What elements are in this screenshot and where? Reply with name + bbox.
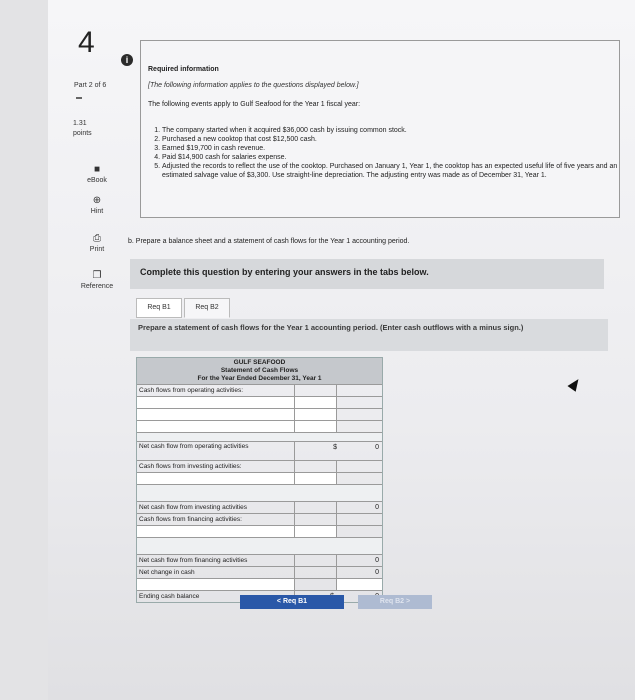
company-name: GULF SEAFOOD: [233, 359, 286, 366]
net-change-label: Net change in cash: [137, 567, 295, 578]
ebook-button[interactable]: [72, 164, 122, 184]
reference-label: Reference: [80, 283, 114, 290]
operating-amount-input[interactable]: [295, 409, 337, 420]
net-operating-value: 0: [375, 444, 379, 451]
print-button[interactable]: [72, 233, 122, 253]
tab-req-b2[interactable]: Req B2: [184, 298, 230, 318]
complete-banner-text: Complete this question by entering your answers in the tabs below.: [140, 267, 429, 277]
table-row: [137, 420, 382, 432]
table-row: [137, 566, 382, 578]
previous-req-button[interactable]: < Req B1: [240, 595, 344, 609]
hint-label: Hint: [90, 208, 104, 215]
table-row: [137, 441, 382, 460]
hint-icon: ⊕: [92, 195, 102, 206]
net-financing-label: Net cash flow from financing activities: [137, 555, 295, 566]
net-operating-sign: $: [333, 444, 337, 451]
points-value: 1.31: [73, 120, 87, 127]
instruction-banner: [130, 319, 608, 351]
instruction-text: Prepare a statement of cash flows for the Year 1 accounting period. (Enter cash outflows with a minus sign.): [138, 323, 524, 332]
statement-title: Statement of Cash Flows: [220, 367, 299, 374]
next-req-button[interactable]: Req B2 >: [358, 595, 432, 609]
net-investing-label: Net cash flow from investing activities: [137, 502, 295, 513]
table-row: [137, 472, 382, 484]
financing-label-input[interactable]: [137, 526, 295, 537]
ebook-label: eBook: [87, 177, 107, 184]
investing-label-input[interactable]: [137, 473, 295, 484]
reference-icon: ❐: [92, 270, 102, 281]
event-item: 1. The company started when it acquired $36,000 cash by issuing common stock.: [162, 126, 632, 135]
cash-flow-statement-table: [136, 357, 383, 603]
ending-cash-label: Ending cash balance: [137, 591, 295, 602]
tab-req-b1[interactable]: Req B1: [136, 298, 182, 318]
event-item: 3. Earned $19,700 in cash revenue.: [162, 144, 632, 153]
points-label: points: [73, 130, 92, 137]
net-financing-value: 0: [375, 557, 379, 564]
investing-amount-input[interactable]: [295, 473, 337, 484]
table-row: [137, 513, 382, 525]
operating-amount-input[interactable]: [295, 421, 337, 432]
net-operating-label: Net cash flow from operating activities: [137, 442, 295, 460]
table-row: [137, 408, 382, 420]
table-row: [137, 554, 382, 566]
table-row: [137, 460, 382, 472]
part-progress-bar: [76, 97, 82, 99]
operating-label-input[interactable]: [137, 409, 295, 420]
event-item: 2. Purchased a new cooktop that cost $12,500 cash.: [162, 135, 632, 144]
event-item: 4. Paid $14,900 cash for salaries expense.: [162, 153, 632, 162]
beginning-cash-value-input[interactable]: [337, 579, 382, 590]
table-row: [137, 384, 382, 396]
financing-header: Cash flows from financing activities:: [137, 514, 295, 525]
table-row: [137, 501, 382, 513]
investing-header: Cash flows from investing activities:: [137, 461, 295, 472]
required-information-heading: Required information: [148, 66, 219, 73]
applies-note: [The following information applies to the questions displayed below.]: [148, 82, 359, 89]
event-item: 5. Adjusted the records to reflect the use of the cooktop. Purchased on January 1, Year 1, the cooktop has an expected useful life of five years and an estimated salvage value of $3,300. Use straight-line depreciation. The adjusting entry was made as of December 31, Year 1.: [162, 162, 632, 180]
operating-header: Cash flows from operating activities:: [137, 385, 295, 396]
print-label: Print: [89, 246, 105, 253]
table-row: [137, 578, 382, 590]
operating-label-input[interactable]: [137, 421, 295, 432]
financing-amount-input[interactable]: [295, 526, 337, 537]
reference-button[interactable]: [70, 270, 124, 290]
print-icon: ⎙: [93, 233, 101, 244]
events-intro: The following events apply to Gulf Seafood for the Year 1 fiscal year:: [148, 101, 361, 108]
question-number: 4: [78, 26, 95, 59]
hint-button[interactable]: [72, 195, 122, 215]
info-icon: i: [121, 54, 133, 66]
part-b-instruction: b. Prepare a balance sheet and a statement of cash flows for the Year 1 accounting period.: [128, 238, 410, 245]
points-display: [73, 119, 92, 139]
table-row: [137, 525, 382, 537]
net-change-value: 0: [375, 569, 379, 576]
statement-header: [137, 358, 382, 384]
events-list: [140, 126, 632, 180]
beginning-cash-label-input[interactable]: [137, 579, 295, 590]
part-indicator: Part 2 of 6: [74, 82, 107, 89]
complete-banner: [130, 259, 604, 289]
operating-label-input[interactable]: [137, 397, 295, 408]
statement-period: For the Year Ended December 31, Year 1: [197, 375, 322, 382]
operating-amount-input[interactable]: [295, 397, 337, 408]
net-investing-value: 0: [375, 504, 379, 511]
book-icon: ■: [93, 164, 101, 175]
table-row: [137, 396, 382, 408]
